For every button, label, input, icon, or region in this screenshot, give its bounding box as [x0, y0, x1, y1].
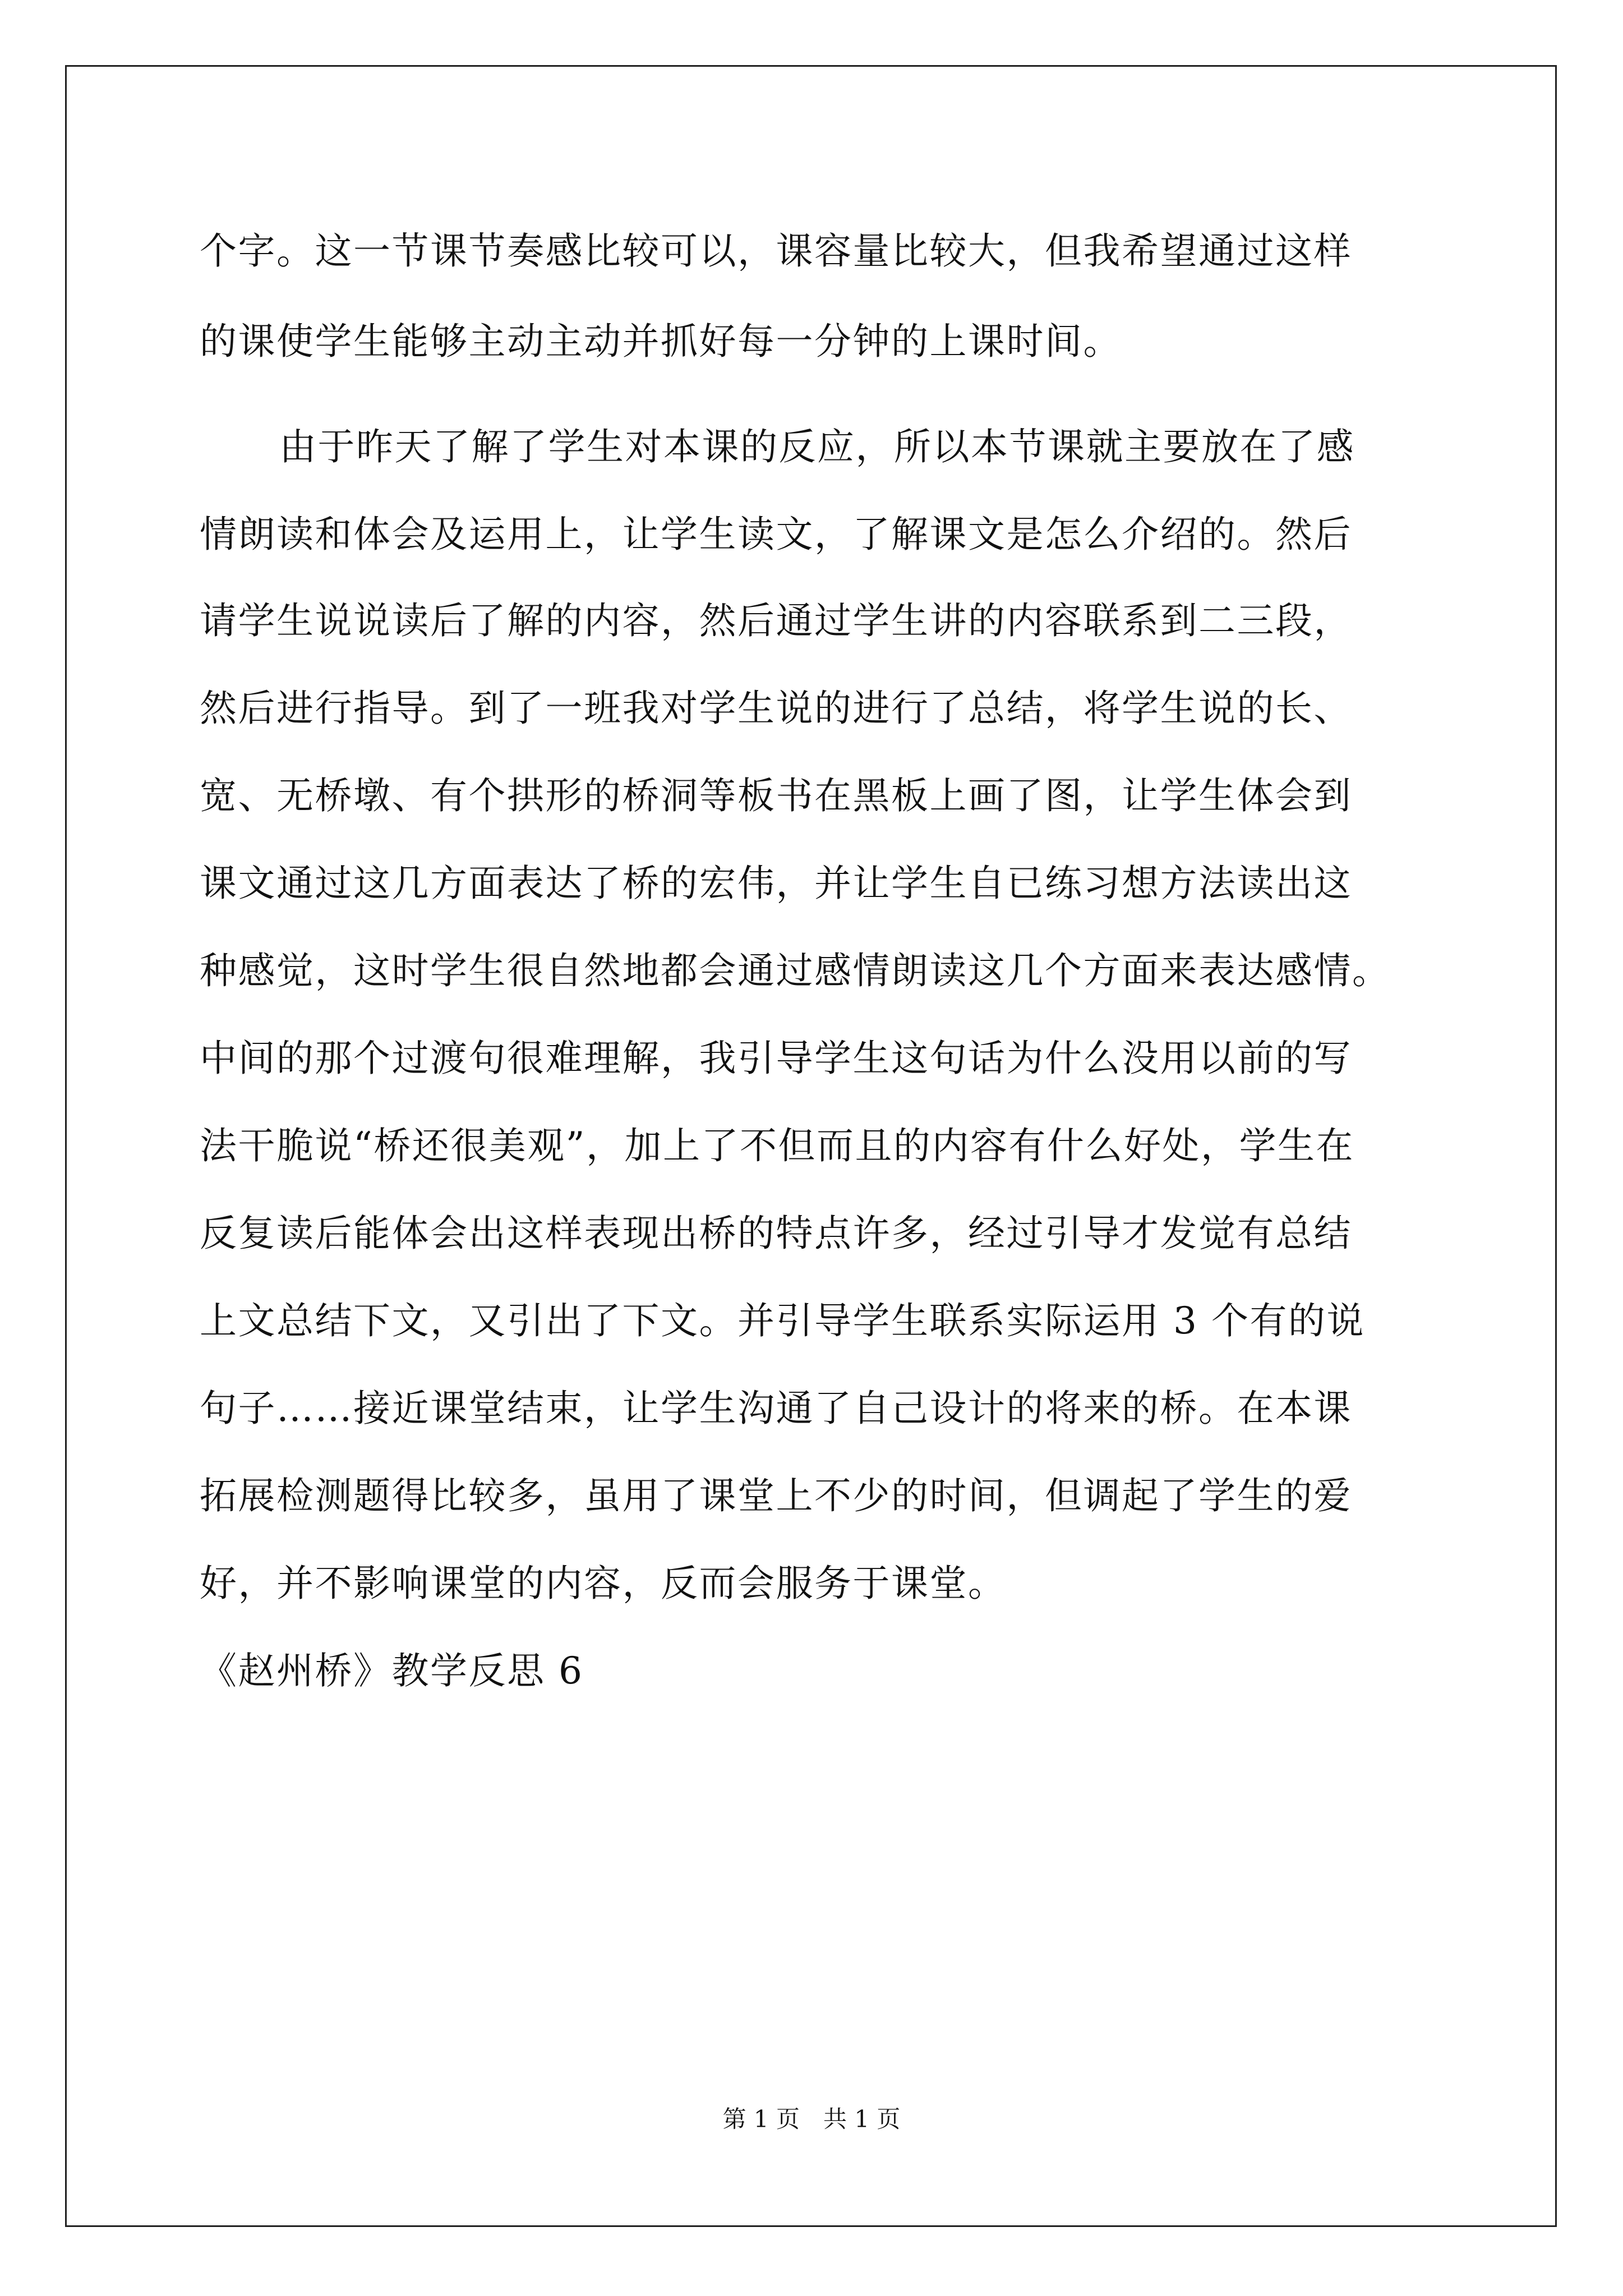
text-line: 种感觉，这时学生很自然地都会通过感情朗读这几个方面来表达感情。 [200, 949, 1391, 992]
text-line: 课文通过这几方面表达了桥的宏伟，并让学生自已练习想方法读出这 [200, 862, 1352, 905]
text-line: 拓展检测题得比较多，虽用了课堂上不少的时间，但调起了学生的爱 [200, 1474, 1352, 1517]
text-line: 个字。这一节课节奏感比较可以，课容量比较大，但我希望通过这样 [200, 229, 1352, 273]
text-line: 中间的那个过渡句很难理解，我引导学生这句话为什么没用以前的写 [200, 1037, 1352, 1080]
page-number-footer: 第 1 页 共 1 页 [722, 2105, 901, 2133]
text-line: 的课使学生能够主动主动并抓好每一分钟的上课时间。 [200, 320, 1122, 363]
text-line: 句子……接近课堂结束，让学生沟通了自己设计的将来的桥。在本课 [200, 1387, 1352, 1430]
text-line: 由于昨天了解了学生对本课的反应，所以本节课就主要放在了感 [279, 425, 1355, 468]
text-line: 法干脆说“桥还很美观”，加上了不但而且的内容有什么好处，学生在 [200, 1124, 1354, 1167]
text-line: 上文总结下文，又引出了下文。并引导学生联系实际运用 3 个有的说 [200, 1299, 1365, 1342]
text-line: 反复读后能体会出这样表现出桥的特点许多，经过引导才发觉有总结 [200, 1212, 1352, 1255]
text-line: 情朗读和体会及运用上，让学生读文，了解课文是怎么介绍的。然后 [200, 513, 1352, 556]
text-line: 宽、无桥墩、有个拱形的桥洞等板书在黑板上画了图，让学生体会到 [200, 774, 1352, 817]
text-line: 然后进行指导。到了一班我对学生说的进行了总结，将学生说的长、 [200, 687, 1352, 730]
section-heading: 《赵州桥》教学反思 6 [200, 1649, 584, 1692]
text-line: 好，并不影响课堂的内容，反而会服务于课堂。 [200, 1562, 1007, 1605]
text-line: 请学生说说读后了解的内容，然后通过学生讲的内容联系到二三段， [200, 599, 1352, 642]
